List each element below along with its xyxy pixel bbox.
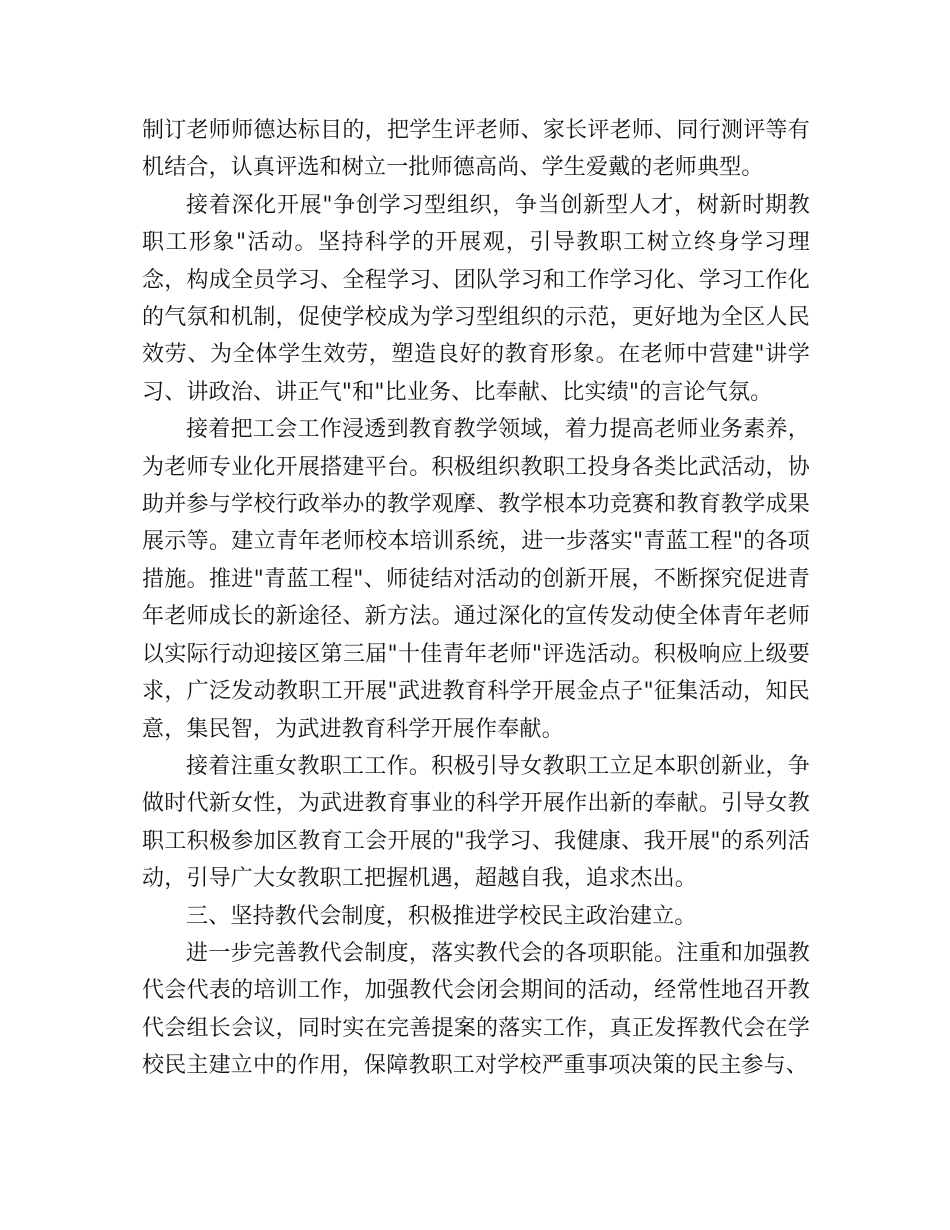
paragraph-continuation: 制订老师师德达标目的，把学生评老师、家长评老师、同行测评等有机结合，认真评选和树立一批师德高尚、学生爱戴的老师典型。 (142, 118, 810, 181)
paragraph-teacher-development: 接着把工会工作浸透到教育教学领域，着力提高老师业务素养，为老师专业化开展搭建平台。积极组织教职工投身各类比武活动，协助并参与学校行政举办的教学观摩、教学根本功竞赛和教育教学成果展示等。建立青年老师校本培训系统，进一步落实"青蓝工程"的各项措施。推进"青蓝工程"、师徒结对活动的创新开展，不断探究促进青年老师成长的新途径、新方法。通过深化的宣传发动使全体青年老师以实际行动迎接区第三届"十佳青年老师"评选活动。积极响应上级要求，广泛发动教职工开展"武进教育科学开展金点子"征集活动，知民意，集民智，为武进教育科学开展作奉献。 (142, 417, 810, 742)
paragraph-learning-organization: 接着深化开展"争创学习型组织，争当创新型人才，树新时期教职工形象"活动。坚持科学的开展观，引导教职工树立终身学习理念，构成全员学习、全程学习、团队学习和工作学习化、学习工作化的气氛和机制，促使学校成为学习型组织的示范，更好地为全区人民效劳、为全体学生效劳，塑造良好的教育形象。在老师中营建"讲学习、讲政治、讲正气"和"比业务、比奉献、比实绩"的言论气氛。 (142, 192, 810, 405)
paragraph-female-staff: 接着注重女教职工工作。积极引导女教职工立足本职创新业，争做时代新女性，为武进教育事业的科学开展作出新的奉献。引导女教职工积极参加区教育工会开展的"我学习、我健康、我开展"的系列活动，引导广大女教职工把握机遇，超越自我，追求杰出。 (142, 753, 810, 892)
document-body (142, 112, 810, 1085)
section-heading-three: 三、坚持教代会制度，积极推进学校民主政治建立。 (186, 903, 697, 929)
paragraph-staff-congress: 进一步完善教代会制度，落实教代会的各项职能。注重和加强教代会代表的培训工作，加强教代会闭会期间的活动，经常性地召开教代会组长会议，同时实在完善提案的落实工作，真正发挥教代会在学校民主建立中的作用，保障教职工对学校严重事项决策的民主参与、 (142, 940, 810, 1079)
